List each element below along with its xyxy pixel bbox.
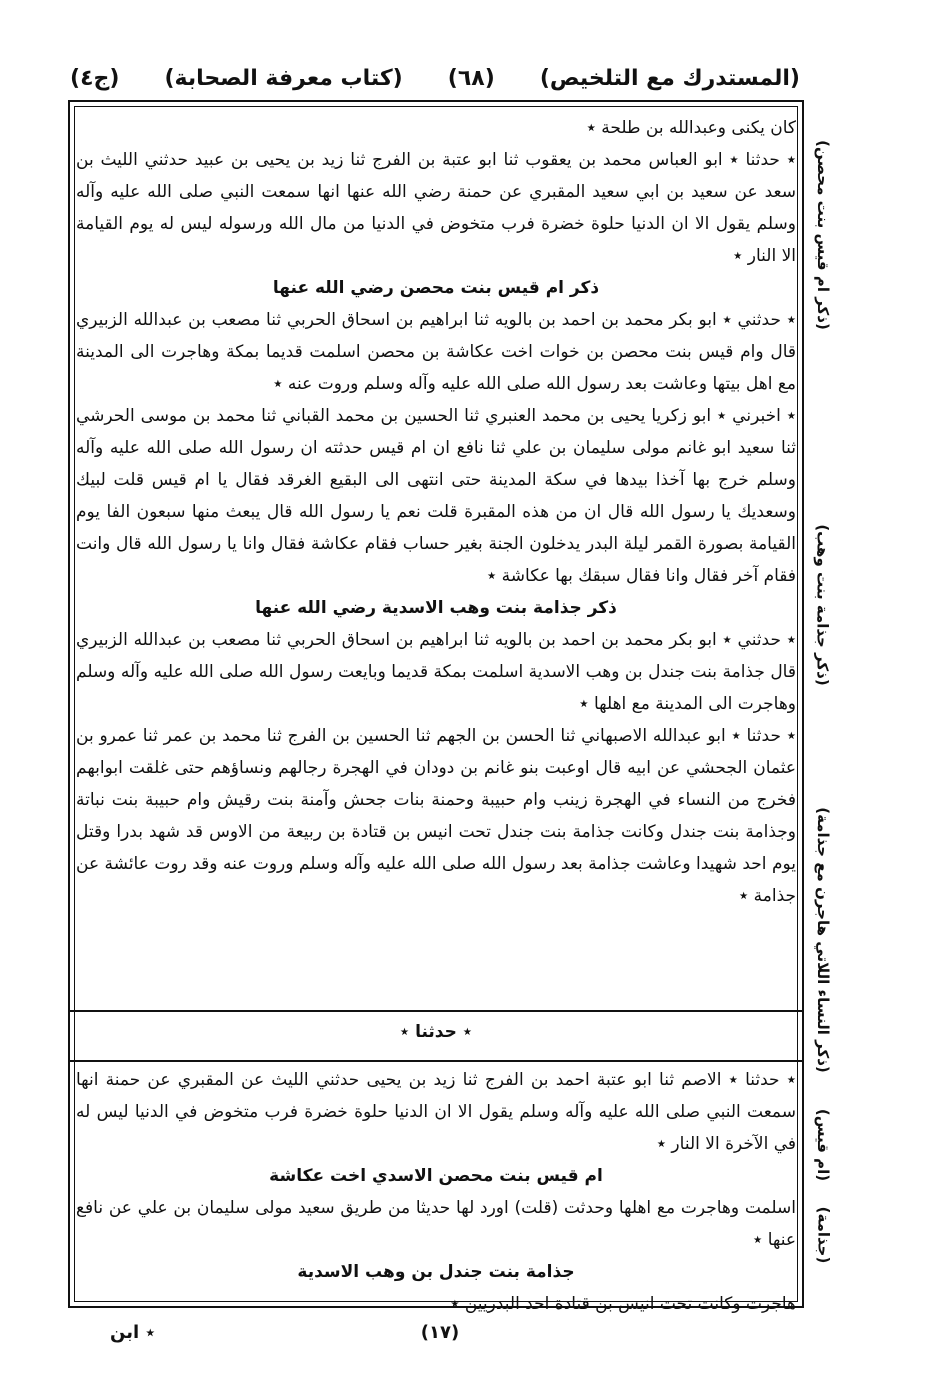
- header-title: (المستدرك مع التلخيص): [539, 65, 800, 91]
- paragraph: هاجرت وكانت تحت انيس بن قتادة احد البدريين ٭: [450, 1294, 796, 1314]
- side-note: (ذكر النساء اللاتي هاجرن مع جذامة): [814, 807, 832, 1073]
- section-heading: جذامة بنت جندل بن وهب الاسدية: [297, 1262, 575, 1282]
- side-note: (ذكر ام قيس بنت محصن): [814, 140, 832, 330]
- side-note: (جذامة): [814, 1206, 832, 1264]
- catchword: ٭ ابن: [110, 1322, 156, 1343]
- paragraph: ٭ حدثنا ٭ ابو العباس محمد بن يعقوب ثنا ابو عتبة بن الفرج ثنا زيد بن يحيى بن عبيد حدثني الليث بن سعد عن سعيد بن ابي سعيد المقبري عن حمنة رضي الله عنها انها سمعت النبي صلى الله عليه وآله وسلم يقول الا ان الدنيا حلوة خضرة فرب متخوض في الدنيا من مال الله ورسوله ليس له يوم القيامة الا النار ٭: [76, 150, 796, 266]
- section-heading: ذكر ام قيس بنت محصن رضي الله عنها: [272, 278, 600, 298]
- summary-label: ٭ حدثنا ٭: [399, 1022, 473, 1042]
- summary-text: [76, 1064, 796, 1320]
- header-page-number: (٦٨): [447, 65, 495, 91]
- page-number: (١٧): [420, 1322, 460, 1343]
- paragraph: ٭ اخبرني ٭ ابو زكريا يحيى بن محمد العنبري ثنا الحسين بن محمد القباني ثنا محمد بن موسى الحرشي ثنا سعيد ابو غانم مولى سليمان بن علي ثنا نافع ان ام قيس حدثته ان رسول الله صلى الله عليه وآله وسلم خرج بها آخذا بيدها في سكة المدينة حتى انتهى الى البقيع الغرقد فقال يا ام قيس قلت لبيك وسعديك يا رسول الله قال ان من هذه المقبرة قلت نعم يا رسول الله قال يبعث منها سبعون الفا يوم القيامة بصورة القمر ليلة البدر يدخلون الجنة بغير حساب فقام عكاشة فقال وانا يا رسول الله قال وانت فقام آخر فقال وانا فقال سبقك بها عكاشة ٭: [76, 406, 796, 586]
- divider-top: [68, 1010, 804, 1012]
- divider-bottom: [68, 1060, 804, 1062]
- page-footer: [70, 1322, 800, 1352]
- paragraph: كان يكنى وعبدالله بن طلحة ٭: [586, 118, 796, 138]
- running-header: [70, 58, 800, 98]
- paragraph: ٭ حدثني ٭ ابو بكر محمد بن احمد بن بالويه ثنا ابراهيم بن اسحاق الحربي ثنا مصعب بن عبدالله الزبيري قال وام قيس بنت محصن بن خوات اخت عكاشة بن محصن اسلمت قديما بمكة وهاجرت الى المدينة مع اهل بيتها وعاشت بعد رسول الله صلى الله عليه وآله وسلم وروت عنه ٭: [76, 310, 796, 394]
- main-text: [76, 112, 796, 912]
- header-book-title: (كتاب معرفة الصحابة): [164, 65, 403, 91]
- paragraph: ٭ حدثنا ٭ الاصم ثنا ابو عتبة احمد بن الفرج ثنا زيد بن يحيى حدثني الليث عن المقبري عن حمنة انها سمعت النبي صلى الله عليه وآله وسلم يقول الا ان الدنيا حلوة خضرة فرب متخوض في الدنيا ليس له في الآخرة الا النار ٭: [76, 1070, 796, 1154]
- section-heading: ذكر جذامة بنت وهب الاسدية رضي الله عنها: [255, 598, 617, 618]
- paragraph: ٭ حدثنا ٭ ابو عبدالله الاصبهاني ثنا الحسن بن الجهم ثنا الحسين بن الفرج ثنا محمد بن عمر ثنا عمرو بن عثمان الجحشي عن ابيه قال اوعبت بنو غانم بن دودان في الهجرة رجالهم ونساؤهم حتى غلقت ابوابهم فخرج من النساء في الهجرة زينب وام حبيبة وحمنة بنات جحش وآمنة بنت رقيش وام حبيبة بنت نباتة وجذامة بنت جندل وكانت جذامة بنت جندل تحت انيس بن قتادة بن ربيعة من الاوس قد شهد بدرا وقتل يوم احد شهيدا وعاشت جذامة بعد رسول الله صلى الله عليه وآله وسلم وروت عنه وقد روت عائشة عن جذامة ٭: [76, 726, 796, 906]
- paragraph: ٭ حدثني ٭ ابو بكر محمد بن احمد بن بالويه ثنا ابراهيم بن اسحاق الحربي ثنا مصعب بن عبدالله الزبيري قال جذامة بنت جندل بن وهب الاسدية اسلمت بمكة قديما وبايعت رسول الله صلى الله عليه وآله وسلم وهاجرت الى المدينة مع اهلها ٭: [76, 630, 796, 714]
- header-volume: (ج٤): [70, 65, 120, 91]
- side-note: (ام قيس): [814, 1108, 832, 1182]
- section-heading: ام قيس بنت محصن الاسدي اخت عكاشة: [269, 1166, 603, 1186]
- side-note: (ذكر جذامة بنت وهب): [814, 524, 832, 686]
- paragraph: اسلمت وهاجرت مع اهلها وحدثت (قلت) اورد لها حديثا من طريق سعيد مولى سليمان بن علي عن نافع عنها ٭: [76, 1198, 796, 1250]
